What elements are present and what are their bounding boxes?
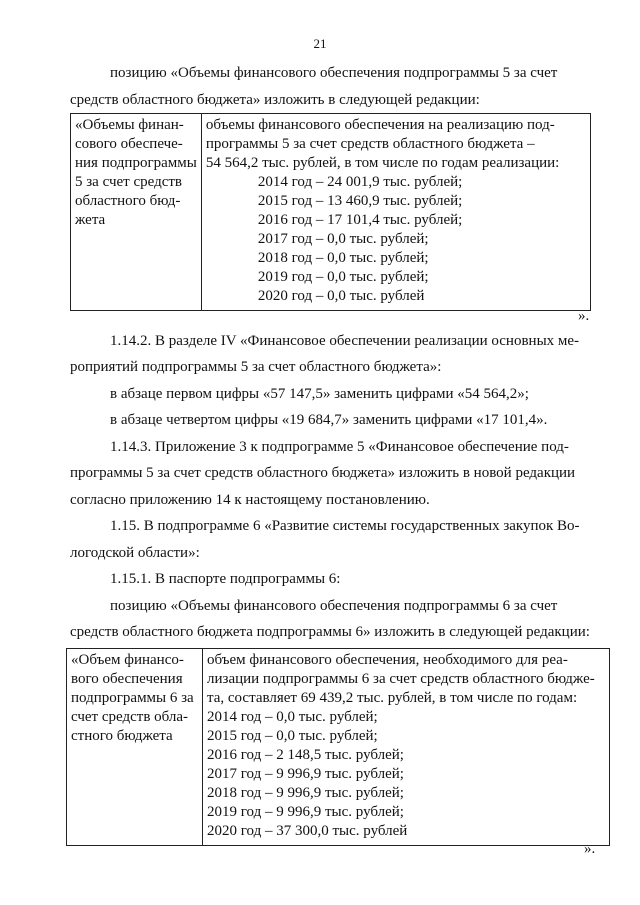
table2-year-line: 2020 год – 37 300,0 тыс. рублей [207,823,408,839]
section-1-15-1-line-3: средств областного бюджета подпрограммы 6» изложить в следующей редакции: [70,624,590,640]
section-1-14-2-line-1: 1.14.2. В разделе IV «Финансовое обеспечении реализации основных ме- [110,333,580,349]
table2-year-line: 2016 год – 2 148,5 тыс. рублей; [207,747,404,763]
table1-label-line: ния подпрограммы [75,155,197,171]
table2-label-line: «Объем финансо- [71,652,184,668]
table1-label-line: 5 за счет средств [75,174,182,190]
intro-line-1: позицию «Объемы финансового обеспечения подпрограммы 5 за счет [110,65,558,81]
intro-line-2: средств областного бюджета» изложить в следующей редакции: [70,92,480,108]
table1-year-line: 2014 год – 24 001,9 тыс. рублей; [257,174,463,190]
table1-description-line: программы 5 за счет средств областного бюджета – [205,136,535,152]
section-1-14-2-line-4: в абзаце четвертом цифры «19 684,7» заменить цифрами «17 101,4». [110,412,548,428]
section-1-14-2-line-2: роприятий подпрограммы 5 за счет областного бюджета»: [70,359,442,375]
table1-year-line: 2018 год – 0,0 тыс. рублей; [257,250,429,266]
section-1-15-line-1: 1.15. В подпрограмме 6 «Развитие системы государственных закупок Во- [110,518,580,534]
table1-year-line: 2016 год – 17 101,4 тыс. рублей; [257,212,463,228]
table1-label-line: сового обеспече- [75,136,183,152]
table-subprogram-5-funding [70,113,591,311]
table1-year-line: 2017 год – 0,0 тыс. рублей; [257,231,429,247]
table1-description-line: объемы финансового обеспечения на реализацию под- [205,117,555,133]
table2-right-cell [203,649,610,846]
page-number: 21 [313,36,327,51]
section-1-15-line-2: логодской области»: [70,545,200,561]
section-1-14-3-line-3: согласно приложению 14 к настоящему постановлению. [70,492,430,508]
table2-right-text [203,649,609,845]
table2-label-line: вого обеспечения [71,671,183,687]
table2-left-cell [67,649,203,846]
section-1-14-2-line-3: в абзаце первом цифры «57 147,5» заменить цифрами «54 564,2»; [110,386,529,402]
table2-left-text [67,649,202,750]
table1-year-line: 2019 год – 0,0 тыс. рублей; [257,269,429,285]
table2-description-line: объем финансового обеспечения, необходимого для реа- [207,652,568,668]
table-subprogram-6-funding [66,648,610,846]
table2-label-line: подпрограммы 6 за [71,690,194,706]
table1-left-cell [71,114,202,311]
section-1-15-1-line-1: 1.15.1. В паспорте подпрограммы 6: [110,571,341,587]
table2-label-line: стного бюджета [71,728,173,744]
table2-closing-quote: ». [584,841,596,857]
table2-description-line: та, составляет 69 439,2 тыс. рублей, в том числе по годам: [207,690,578,706]
table1-year-line: 2015 год – 13 460,9 тыс. рублей; [257,193,463,209]
table1-label-line: «Объемы финан- [75,117,184,133]
table1-description-line: 54 564,2 тыс. рублей, в том числе по годам реализации: [205,155,560,171]
section-1-14-3-line-1: 1.14.3. Приложение 3 к подпрограмме 5 «Финансовое обеспечение под- [110,439,569,455]
table2-year-line: 2014 год – 0,0 тыс. рублей; [207,709,378,725]
table2-year-line: 2015 год – 0,0 тыс. рублей; [207,728,378,744]
table2-year-line: 2019 год – 9 996,9 тыс. рублей; [207,804,404,820]
section-1-14-3-line-2: программы 5 за счет средств областного бюджета» изложить в новой редакции [70,465,576,481]
table1-year-line: 2020 год – 0,0 тыс. рублей [257,288,425,304]
table2-label-line: счет средств обла- [71,709,189,725]
table1-left-text [71,114,201,234]
table1-label-line: областного бюд- [75,193,181,209]
table1-label-line: жета [75,212,106,228]
table2-year-line: 2018 год – 9 996,9 тыс. рублей; [207,785,404,801]
section-1-15-1-line-2: позицию «Объемы финансового обеспечения подпрограммы 6 за счет [110,598,558,614]
table2-year-line: 2017 год – 9 996,9 тыс. рублей; [207,766,404,782]
table1-right-cell [201,114,590,311]
table1-closing-quote: ». [578,308,590,324]
table2-description-line: лизации подпрограммы 6 за счет средств областного бюдже- [207,671,595,687]
table1-right-text [202,114,590,310]
